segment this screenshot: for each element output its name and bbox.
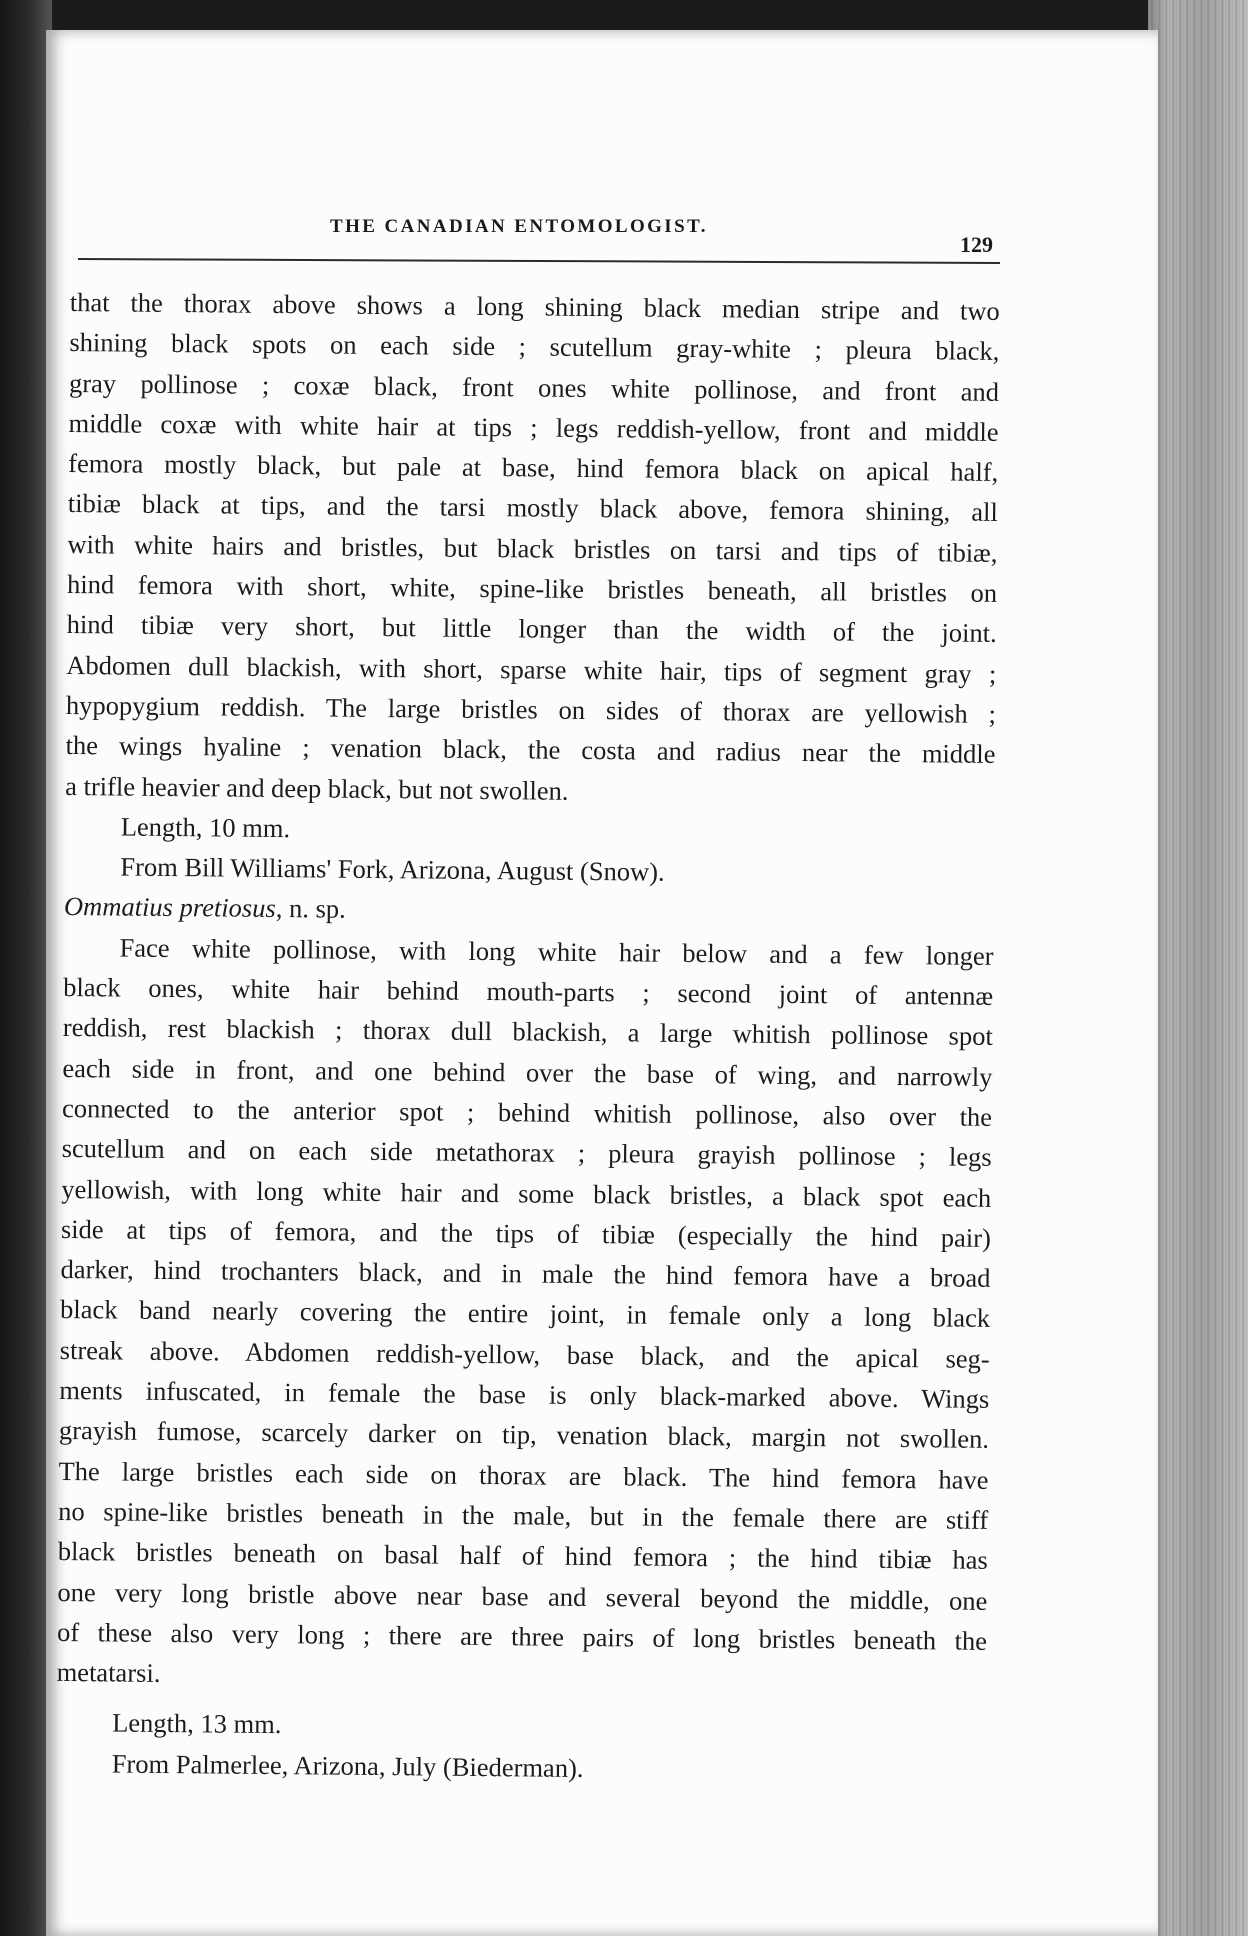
scan-left-shadow	[0, 0, 52, 1936]
text-line: ments infuscated, in female the base is only black-marked above. Wings	[59, 1374, 990, 1414]
text-line: gray pollinose ; coxæ black, front ones white pollinose, and front and	[68, 367, 1000, 407]
text-line: one very long bristle above near base and several beyond the middle, one	[57, 1576, 988, 1616]
text-line: shining black spots on each side ; scutellum gray-white ; pleura black,	[69, 327, 1000, 367]
book-page-edges	[1148, 0, 1248, 1936]
text-line: middle coxæ with white hair at tips ; legs reddish-yellow, front and middle	[68, 407, 999, 447]
text-line: black band nearly covering the entire joint, in female only a long black	[59, 1294, 991, 1334]
text-line: darker, hind trochanters black, and in male the hind femora have a broad	[60, 1254, 991, 1294]
text-line: a trifle heavier and deep black, but not swollen.	[65, 770, 569, 806]
page-number: 129	[960, 232, 993, 257]
locality-line-2: From Palmerlee, Arizona, July (Biederman).	[111, 1748, 584, 1783]
text-line: hypopygium reddish. The large bristles on sides of thorax are yellowish ;	[65, 689, 997, 729]
locality-line-1: From Bill Williams' Fork, Arizona, August (Snow).	[120, 851, 665, 887]
text-line: hind tibiæ very short, but little longer than the width of the joint.	[66, 609, 997, 649]
species-suffix: , n. sp.	[275, 893, 346, 925]
length-line-2: Length, 13 mm.	[112, 1707, 282, 1740]
text-line: metatarsi.	[56, 1657, 161, 1689]
text-line: tibiæ black at tips, and the tarsi mostly black above, femora shining, all	[67, 488, 998, 528]
text-line: Face white pollinose, with long white hair below and a few longer	[119, 932, 994, 971]
species-name: Ommatius pretiosus	[63, 891, 276, 924]
text-line: yellowish, with long white hair and some black bristles, a black spot each	[61, 1173, 992, 1213]
text-line: side at tips of femora, and the tips of tibiæ (especially the hind pair)	[60, 1213, 992, 1253]
text-line: hind femora with short, white, spine-like bristles beneath, all bristles on	[66, 569, 998, 608]
body-text	[56, 282, 1000, 1792]
text-line: black bristles beneath on basal half of hind femora ; the hind tibiæ has	[57, 1536, 988, 1576]
text-line: scutellum and on each side metathorax ; pleura grayish pollinose ; legs	[61, 1133, 992, 1173]
paragraph-1	[65, 282, 1000, 815]
text-line: Abdomen dull blackish, with short, sparse white hair, tips of segment gray ;	[66, 649, 997, 689]
text-line: grayish fumose, scarcely darker on tip, venation black, margin not swollen.	[58, 1415, 990, 1455]
text-line: with white hairs and bristles, but black bristles on tarsi and tips of tibiæ,	[67, 528, 998, 568]
text-line: that the thorax above shows a long shining black median stripe and two	[69, 286, 1000, 326]
text-line: reddish, rest blackish ; thorax dull blackish, a large whitish pollinose spot	[62, 1012, 993, 1052]
text-line: connected to the anterior spot ; behind whitish pollinose, also over the	[61, 1092, 993, 1132]
text-line: each side in front, and one behind over the base of wing, and narrowly	[62, 1052, 993, 1092]
paragraph-2	[56, 927, 993, 1702]
length-line-1: Length, 10 mm.	[120, 811, 291, 843]
text-line: The large bristles each side on thorax are black. The hind femora have	[58, 1455, 989, 1495]
text-line: streak above. Abdomen reddish-yellow, base black, and the apical seg-	[59, 1334, 990, 1374]
page-header	[330, 216, 1030, 257]
text-line: black ones, white hair behind mouth-parts ; second joint of antennæ	[63, 972, 994, 1011]
text-line: femora mostly black, but pale at base, hind femora black on apical half,	[68, 448, 999, 488]
text-line: the wings hyaline ; venation black, the costa and radius near the middle	[65, 730, 996, 770]
running-title: THE CANADIAN ENTOMOLOGIST.	[330, 216, 708, 237]
text-line: of these also very long ; there are three pairs of long bristles beneath the	[56, 1616, 988, 1656]
text-line: no spine-like bristles beneath in the male, but in the female there are stiff	[58, 1495, 989, 1535]
